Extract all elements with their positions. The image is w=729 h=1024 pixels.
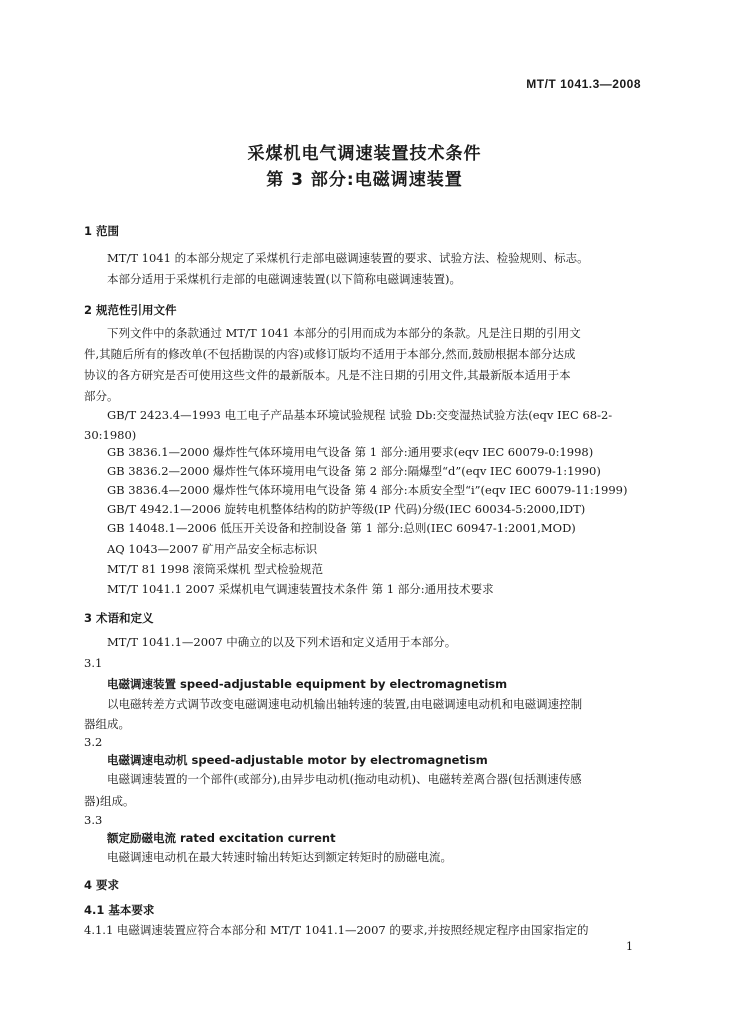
reference-item: GB 3836.2—2000 爆炸性气体环境用电气设备 第 2 部分:隔爆型“d”(eqv IEC 60079-1:1990) [107,464,601,478]
section-1-heading: 1 范围 [84,224,120,238]
term-definition-line-1: 电磁调速电动机在最大转速时输出转矩达到额定转矩时的励磁电流。 [107,850,452,864]
section-4-heading: 4 要求 [84,878,120,892]
term-number: 3.3 [84,813,103,827]
reference-item: GB/T 2423.4—1993 电工电子产品基本环境试验规程 试验 Db:交变湿热试验方法(eqv IEC 68-2- [107,408,613,422]
section-4-1-heading: 4.1 基本要求 [84,903,155,917]
section-2-para-line-1: 下列文件中的条款通过 MT/T 1041 本部分的引用而成为本部分的条款。凡是注日期的引用文 [107,326,581,340]
term-definition-line-2: 器)组成。 [84,794,135,808]
standard-code: MT/T 1041.3—2008 [526,77,641,91]
term-number: 3.2 [84,735,103,749]
section-3-heading: 3 术语和定义 [84,611,154,625]
term-title: 额定励磁电流 rated excitation current [107,831,336,845]
reference-item: GB 14048.1—2006 低压开关设备和控制设备 第 1 部分:总则(IEC 60947-1:2001,MOD) [107,521,576,535]
section-2-heading: 2 规范性引用文件 [84,303,177,317]
section-3-intro: MT/T 1041.1—2007 中确立的以及下列术语和定义适用于本部分。 [107,635,457,649]
reference-item: AQ 1043—2007 矿用产品安全标志标识 [107,542,318,556]
reference-item: GB 3836.4—2000 爆炸性气体环境用电气设备 第 4 部分:本质安全型“i”(eqv IEC 60079-11:1999) [107,483,628,497]
term-title: 电磁调速电动机 speed-adjustable motor by electromagnetism [107,753,488,767]
reference-item-continued: 30:1980) [84,428,137,442]
reference-item: MT/T 1041.1 2007 采煤机电气调速装置技术条件 第 1 部分:通用技术要求 [107,582,494,596]
page-number: 1 [626,940,633,953]
section-1-para-1: MT/T 1041 的本部分规定了采煤机行走部电磁调速装置的要求、试验方法、检验规则、标志。 [107,251,589,265]
reference-item: GB/T 4942.1—2006 旋转电机整体结构的防护等级(IP 代码)分级(IEC 60034-5:2000,IDT) [107,502,586,516]
reference-item: MT/T 81 1998 滚筒采煤机 型式检验规范 [107,562,324,576]
term-title: 电磁调速装置 speed-adjustable equipment by electromagnetism [107,677,508,691]
document-title: 采煤机电气调速装置技术条件 [247,144,482,164]
term-number: 3.1 [84,656,103,670]
section-4-1-1-text: 4.1.1 电磁调速装置应符合本部分和 MT/T 1041.1—2007 的要求,并按照经规定程序由国家指定的 [84,923,589,937]
term-definition-line-1: 以电磁转差方式调节改变电磁调速电动机输出轴转速的装置,由电磁调速电动机和电磁调速控制 [107,697,583,711]
section-1-para-2: 本部分适用于采煤机行走部的电磁调速装置(以下简称电磁调速装置)。 [107,272,461,286]
term-definition-line-1: 电磁调速装置的一个部件(或部分),由异步电动机(拖动电动机)、电磁转差离合器(包括测速传感 [107,772,582,786]
section-2-para-line-3: 协议的各方研究是否可使用这些文件的最新版本。凡是不注日期的引用文件,其最新版本适用于本 [84,368,571,382]
section-2-para-line-2: 件,其随后所有的修改单(不包括勘误的内容)或修订版均不适用于本部分,然而,鼓励根据本部分达成 [84,347,576,361]
section-2-para-line-4: 部分。 [84,389,119,403]
term-definition-line-2: 器组成。 [84,717,130,731]
document-subtitle: 第 3 部分:电磁调速装置 [266,170,463,190]
reference-item: GB 3836.1—2000 爆炸性气体环境用电气设备 第 1 部分:通用要求(eqv IEC 60079-0:1998) [107,445,594,459]
